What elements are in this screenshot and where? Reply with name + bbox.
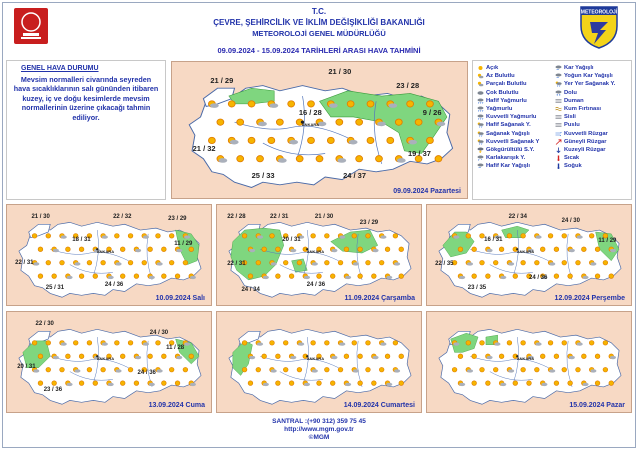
legend-item — [477, 130, 539, 138]
fog-icon — [555, 114, 562, 120]
sun-icon — [477, 65, 484, 71]
general-weather-summary — [6, 60, 166, 200]
legend-symbol — [555, 90, 562, 96]
legend-label: Hafif Yağmurlu — [486, 97, 527, 104]
temperature-label: 24 / 36 — [137, 370, 156, 376]
legend-label: Kuvvetli Rüzgar — [564, 130, 608, 137]
city-label-ankara: ANKARA — [516, 249, 535, 254]
legend-symbol — [555, 65, 562, 71]
temperature-label: 21 / 30 — [31, 214, 50, 220]
forecast-map-day7 — [426, 311, 632, 413]
sleet-icon — [477, 155, 484, 161]
legend-item — [555, 80, 615, 88]
turkey-map — [7, 312, 211, 412]
legend-label: Güneyli Rüzgar — [564, 138, 607, 145]
legend-symbol — [477, 139, 484, 145]
temperature-label: 22 / 34 — [508, 214, 527, 220]
logo-text: METEOROLOJİ — [580, 9, 618, 16]
footer-contact — [0, 418, 638, 442]
legend-item — [555, 64, 615, 72]
temperature-label: 24 / 30 — [149, 330, 169, 336]
legend-symbol — [555, 131, 562, 137]
legend-label: Kuvvetli Yağmurlu — [486, 114, 537, 121]
temperature-label: 22 / 32 — [113, 214, 132, 220]
legend-label: Duman — [564, 97, 584, 104]
wind-icon — [555, 131, 562, 137]
city-label-ankara: ANKARA — [306, 356, 325, 361]
legend-item — [477, 121, 539, 129]
legend-item — [477, 162, 539, 170]
map-date-label: 13.09.2024 Cuma — [148, 402, 205, 409]
legend-symbol — [555, 147, 562, 153]
temperature-label: 9 / 26 — [422, 108, 442, 118]
cold-icon — [555, 163, 562, 169]
temperature-label: 23 / 35 — [467, 285, 487, 291]
legend-symbol — [555, 122, 562, 128]
cloud-icon — [477, 90, 484, 96]
city-label-ankara: ANKARA — [301, 121, 320, 127]
rain-icon — [477, 98, 484, 104]
temperature-label: 19 / 37 — [408, 149, 431, 159]
legend-item — [555, 89, 615, 97]
city-label-ankara: ANKARA — [96, 249, 115, 254]
legend-symbol — [477, 81, 484, 87]
fog-icon — [555, 122, 562, 128]
legend-item — [477, 64, 539, 72]
legend-label: Sıcak — [564, 155, 580, 162]
legend-item — [477, 89, 539, 97]
legend-label: Parçalı Bulutlu — [486, 81, 527, 88]
summary-title: GENEL HAVA DURUMU — [21, 65, 99, 72]
header-directorate: METEOROLOJİ GENEL MÜDÜRLÜĞÜ — [252, 29, 386, 38]
header-line1: T.C. — [311, 7, 327, 16]
legend-item — [555, 97, 615, 105]
legend-item — [477, 154, 539, 162]
temperature-label: 11 / 29 — [174, 241, 193, 247]
legend-label: Kuvvetli Sağanak Y — [486, 138, 540, 145]
temperature-label: 20 / 31 — [282, 237, 301, 243]
land-area — [19, 329, 201, 404]
legend-symbol — [477, 131, 484, 137]
legend-symbol — [555, 114, 562, 120]
forecast-map-day1 — [171, 61, 468, 199]
temperature-label: 24 / 30 — [561, 218, 580, 224]
legend-item — [555, 138, 615, 146]
temperature-label: 16 / 28 — [298, 108, 322, 118]
legend-column-right — [555, 64, 615, 170]
legend-label: Gökgürültülü S.Y. — [486, 146, 535, 153]
header-ministry: ÇEVRE, ŞEHİRCİLİK VE İKLİM DEĞİŞİKLİĞİ BAKANLIĞI — [213, 18, 425, 27]
meteoroloji-logo — [578, 4, 620, 50]
legend-symbol — [555, 139, 562, 145]
sand-icon — [555, 106, 562, 112]
legend-label: Dolu — [564, 89, 577, 96]
snow-icon — [555, 65, 562, 71]
legend-item — [477, 146, 539, 154]
forecast-map-day2 — [6, 204, 212, 306]
map-date-label: 12.09.2024 Perşembe — [554, 295, 625, 302]
weather-legend — [472, 60, 632, 200]
summary-body: Mevsim normalleri civarında seyreden hava sıcaklıklarının salı gününden itibaren kuzey, iç ve doğu kesimlerde mevsim normallerinin üzerine çıkacağı tahmin ediliyor. — [13, 75, 159, 122]
legend-symbol — [555, 106, 562, 112]
map-date-label: 11.09.2024 Çarşamba — [344, 295, 415, 302]
legend-label: Çok Bulutlu — [486, 89, 519, 96]
snow-icon — [555, 73, 562, 79]
shower-icon — [555, 81, 562, 87]
legend-label: Yoğun Kar Yağışlı — [564, 73, 613, 80]
legend-label: Kar Yağışlı — [564, 65, 594, 72]
map-date-label: 09.09.2024 Pazartesi — [393, 188, 461, 195]
legend-item — [555, 146, 615, 154]
legend-item — [555, 113, 615, 121]
temperature-label: 24 / 37 — [343, 170, 367, 180]
legend-column-left — [477, 64, 539, 170]
legend-symbol — [477, 122, 484, 128]
legend-symbol — [477, 106, 484, 112]
legend-label: Hafif Sağanak Y. — [486, 122, 531, 129]
legend-label: Yağmurlu — [486, 106, 513, 113]
legend-symbol — [477, 114, 484, 120]
temperature-label: 21 / 30 — [314, 214, 334, 220]
temperature-label: 22 / 31 — [15, 260, 34, 266]
city-label-ankara: ANKARA — [306, 249, 325, 254]
legend-symbol — [477, 65, 484, 71]
rain-icon — [477, 114, 484, 120]
svg-text:**: ** — [556, 67, 559, 72]
storm-icon — [477, 147, 484, 153]
legend-label: Az Bulutlu — [486, 73, 515, 80]
arrow-ne-icon — [555, 139, 562, 145]
legend-symbol — [477, 163, 484, 169]
legend-item — [477, 113, 539, 121]
legend-label: Karlakarışık Y. — [486, 155, 526, 162]
legend-label: Açık — [486, 65, 499, 72]
map-date-label: 14.09.2024 Cumartesi — [343, 402, 415, 409]
forecast-map-day5 — [6, 311, 212, 413]
temperature-label: 11 / 28 — [166, 345, 185, 351]
land-area — [229, 329, 411, 404]
map-date-label: 15.09.2024 Pazar — [569, 402, 625, 409]
temperature-label: 21 / 32 — [192, 143, 216, 153]
forecast-map-day4 — [426, 204, 632, 306]
legend-symbol — [555, 155, 562, 161]
turkey-map — [217, 312, 421, 412]
legend-item — [555, 121, 615, 129]
legend-symbol — [477, 90, 484, 96]
legend-label: Puslu — [564, 122, 580, 129]
turkey-map — [427, 312, 631, 412]
legend-item — [555, 162, 615, 170]
svg-text:*: * — [481, 158, 482, 162]
map-date-label: 10.09.2024 Salı — [155, 295, 205, 302]
legend-item — [477, 80, 539, 88]
forecast-map-day3 — [216, 204, 422, 306]
shower-icon — [477, 139, 484, 145]
legend-symbol — [555, 81, 562, 87]
shower-icon — [477, 131, 484, 137]
sun-cloud-icon — [477, 73, 484, 79]
legend-label: Yer Yer Sağanak Y. — [564, 81, 616, 88]
temperature-label: 24 / 34 — [241, 287, 260, 293]
temperature-label: 23 / 29 — [168, 216, 187, 222]
turkey-map — [427, 205, 631, 305]
svg-text:**: ** — [556, 76, 559, 80]
forecast-map-day6 — [216, 311, 422, 413]
legend-item — [555, 130, 615, 138]
report-header — [0, 6, 638, 56]
temperature-label: 21 / 29 — [210, 75, 234, 85]
temperature-label: 24 / 36 — [529, 275, 548, 281]
temperature-label: 23 / 28 — [396, 81, 420, 91]
sun-cloud-icon — [477, 81, 484, 87]
temperature-label: 22 / 28 — [227, 214, 246, 220]
header-date-range: 09.09.2024 - 15.09.2024 TARİHLERİ ARASI HAVA TAHMİNİ — [217, 46, 421, 55]
temperature-label: 22 / 31 — [227, 261, 246, 267]
legend-item — [555, 105, 615, 113]
footer-copyright: ©MGM — [308, 434, 330, 441]
legend-label: Sağanak Yağışlı — [486, 130, 530, 137]
legend-label: Sisli — [564, 114, 576, 121]
legend-symbol — [555, 163, 562, 169]
temperature-label: 22 / 31 — [270, 214, 289, 220]
city-label-ankara: ANKARA — [96, 356, 115, 361]
legend-item — [477, 72, 539, 80]
legend-symbol — [555, 73, 562, 79]
footer-url-link[interactable]: http://www.mgm.gov.tr — [284, 426, 354, 433]
legend-label: Soğuk — [564, 163, 582, 170]
temperature-label: 24 / 36 — [306, 282, 326, 288]
arrow-s-icon — [555, 147, 562, 153]
legend-symbol — [477, 73, 484, 79]
legend-item — [555, 154, 615, 162]
legend-symbol — [477, 155, 484, 161]
city-label-ankara: ANKARA — [516, 356, 535, 361]
svg-text:**: ** — [478, 166, 481, 170]
temperature-label: 22 / 35 — [435, 261, 454, 267]
legend-item — [555, 72, 615, 80]
footer-phone: SANTRAL :(+90 312) 359 75 45 — [272, 418, 366, 425]
fog-icon — [555, 98, 562, 104]
temperature-label: 22 / 30 — [35, 321, 54, 327]
legend-symbol — [477, 98, 484, 104]
snow-icon — [477, 163, 484, 169]
legend-label: Kum Fırtınası — [564, 106, 602, 113]
temperature-label: 16 / 31 — [484, 237, 503, 243]
legend-symbol — [477, 147, 484, 153]
temperature-label: 23 / 29 — [359, 220, 379, 226]
temperature-label: 25 / 33 — [251, 170, 275, 180]
legend-symbol — [555, 98, 562, 104]
temperature-label: 18 / 31 — [72, 237, 91, 243]
temperature-label: 25 / 31 — [45, 285, 65, 291]
legend-item — [477, 105, 539, 113]
legend-item — [477, 97, 539, 105]
legend-label: Kuzeyli Rüzgar — [564, 146, 606, 153]
temperature-label: 23 / 36 — [43, 387, 63, 393]
rain-icon — [477, 106, 484, 112]
hot-icon — [555, 155, 562, 161]
legend-label: Hafif Kar Yağışlı — [486, 163, 531, 170]
temperature-label: 24 / 36 — [104, 282, 124, 288]
temperature-label: 11 / 29 — [598, 238, 617, 244]
hail-icon — [555, 90, 562, 96]
shower-icon — [477, 122, 484, 128]
temperature-label: 21 / 30 — [328, 67, 352, 77]
legend-item — [477, 138, 539, 146]
temperature-label: 20 / 31 — [17, 364, 36, 370]
